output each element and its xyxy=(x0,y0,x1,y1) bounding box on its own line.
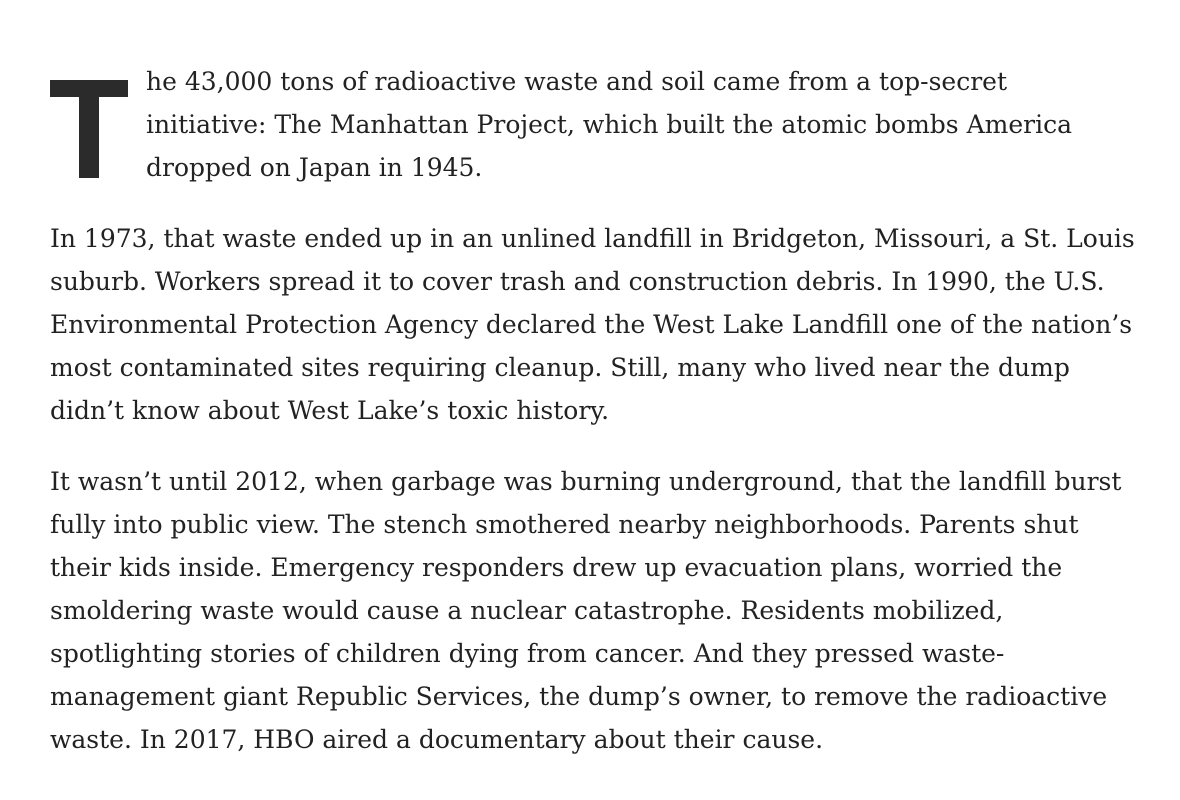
article-paragraph-1 xyxy=(50,60,1135,189)
drop-cap-letter xyxy=(50,178,51,179)
article-body xyxy=(50,60,1135,789)
drop-cap xyxy=(50,80,128,178)
article-paragraph-2: In 1973, that waste ended up in an unlined landfill in Bridgeton, Missouri, a St. Louis suburb. Workers spread it to cover trash and construction debris. In 1990, the U.S. Environmental Protection Agency declared the West Lake Landfill one of the nation’s most contaminated sites requiring cleanup. Still, many who lived near the dump didn’t know about West Lake’s toxic history. xyxy=(50,224,1135,425)
paragraph-text: he 43,000 tons of radioactive waste and soil came from a top-secret initiative: The Manhattan Project, which built the atomic bombs America dropped on Japan in 1945. xyxy=(146,67,1072,182)
article-paragraph-3: It wasn’t until 2012, when garbage was burning underground, that the landfill burst fully into public view. The stench smothered nearby neighborhoods. Parents shut their kids inside. Emergency responders drew up evacuation plans, worried the smoldering waste would cause a nuclear catastrophe. Residents mobilized, spotlighting stories of children dying from cancer. And they pressed waste-management giant Republic Services, the dump’s owner, to remove the radioactive waste. In 2017, HBO aired a documentary about their cause. xyxy=(50,467,1122,754)
drop-cap-glyph xyxy=(50,80,128,178)
